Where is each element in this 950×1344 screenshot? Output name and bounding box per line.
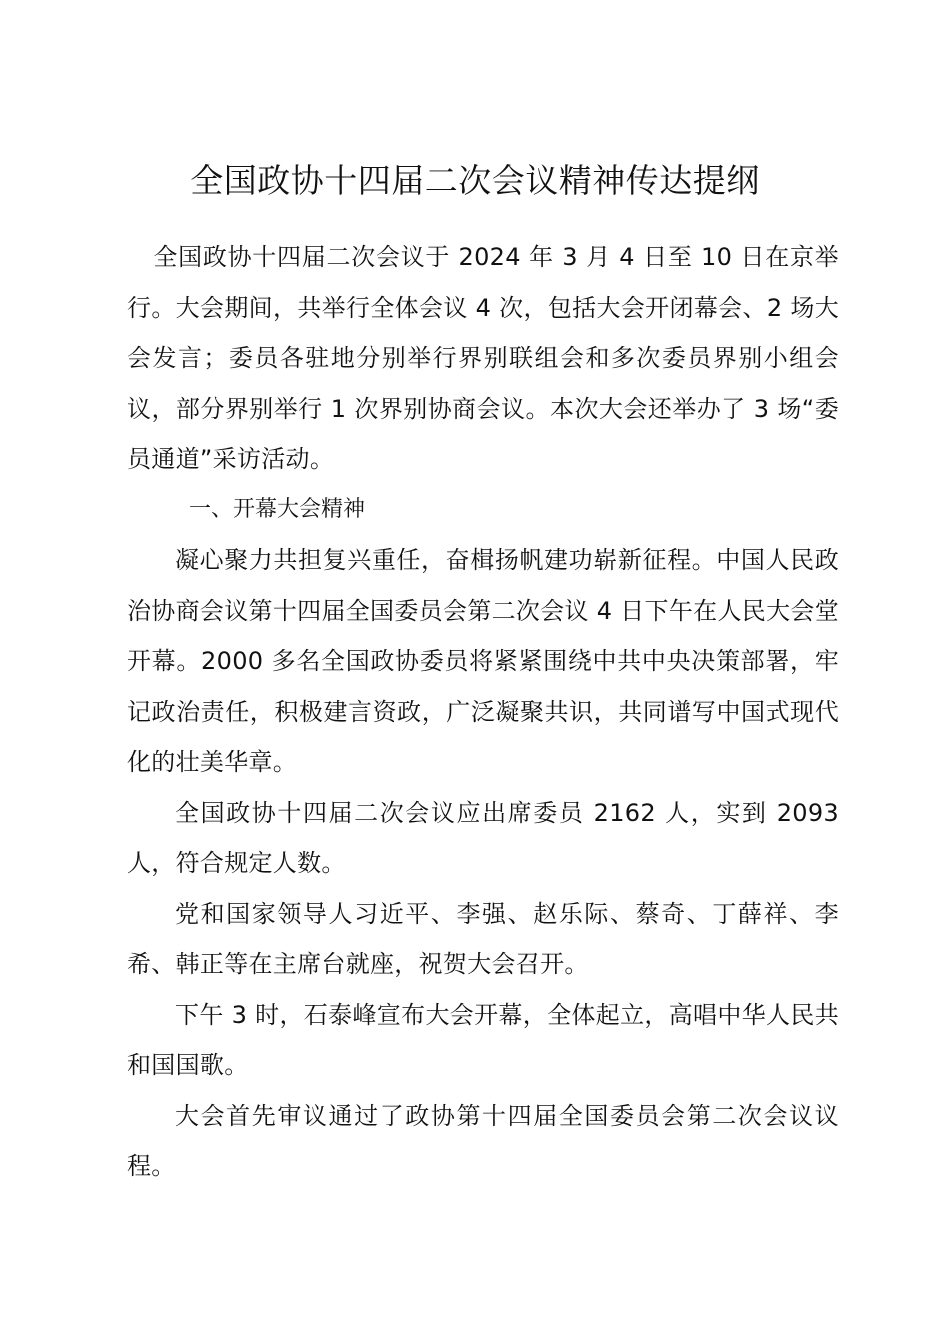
- body-paragraph: 全国政协十四届二次会议应出席委员 2162 人，实到 2093 人，符合规定人数。: [127, 798, 839, 877]
- intro-paragraph: 全国政协十四届二次会议于 2024 年 3 月 4 日至 10 日在京举行。大会期间，共举行全体会议 4 次，包括大会开闭幕会、2 场大会发言；委员各驻地分别举行界别联组会和多次委员界别小组会议，部分界别举行 1 次界别协商会议。本次大会还举办了 3 场“委员通道”采访活动。: [127, 243, 839, 473]
- document-title: 全国政协十四届二次会议精神传达提纲: [190, 161, 760, 200]
- body-paragraph: 党和国家领导人习近平、李强、赵乐际、蔡奇、丁薛祥、李希、韩正等在主席台就座，祝贺大会召开。: [127, 899, 839, 978]
- body-paragraph: 凝心聚力共担复兴重任，奋楫扬帆建功崭新征程。中国人民政治协商会议第十四届全国委员会第二次会议 4 日下午在人民大会堂开幕。2000 多名全国政协委员将紧紧围绕中共中央决策部署，牢记政治责任，积极建言资政，广泛凝聚共识，共同谱写中国式现代化的壮美华章。: [127, 546, 839, 776]
- document-body: [127, 232, 839, 1192]
- section-heading: 一、开幕大会精神: [189, 496, 366, 522]
- body-paragraph: 下午 3 时，石泰峰宣布大会开幕，全体起立，高唱中华人民共和国国歌。: [127, 1000, 839, 1079]
- body-paragraph: 大会首先审议通过了政协第十四届全国委员会第二次会议议程。: [127, 1101, 839, 1180]
